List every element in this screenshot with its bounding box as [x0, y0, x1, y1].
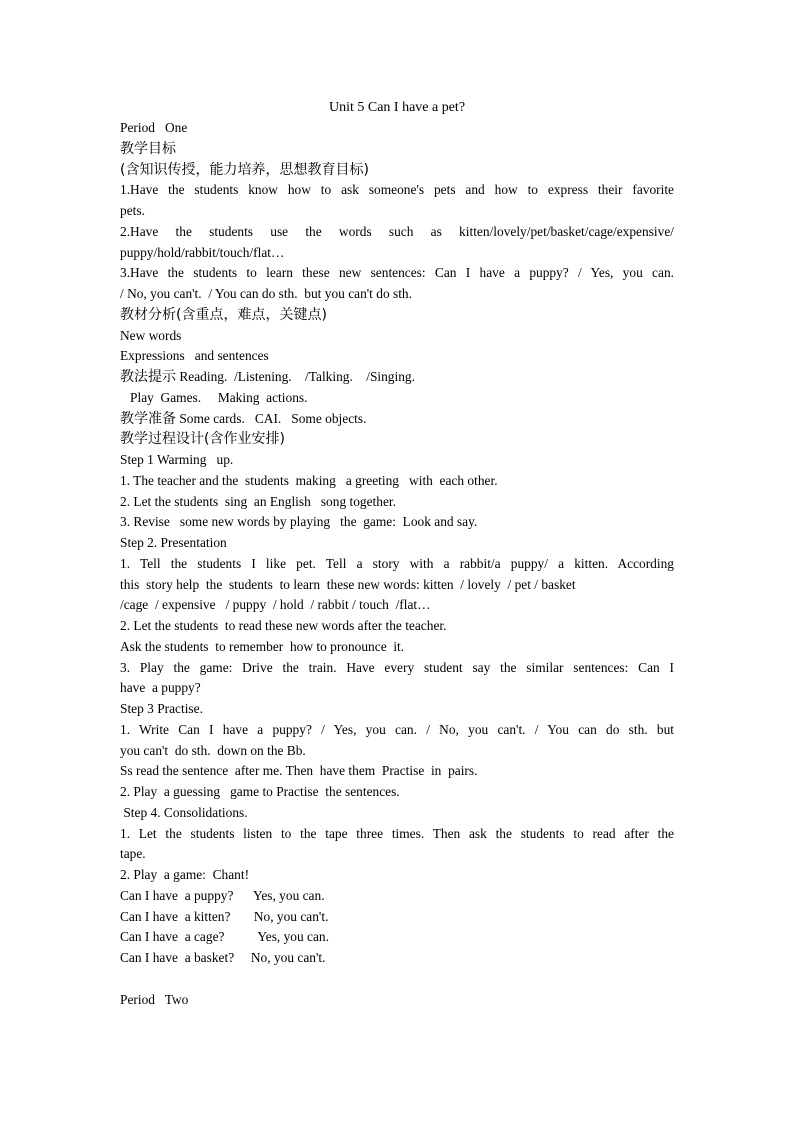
chant-line-4: Can I have a basket? No, you can't. — [120, 950, 326, 965]
step-1-title: Step 1 Warming up. — [120, 452, 234, 467]
prep-line — [120, 409, 674, 430]
step-2-item-1-line-2: this story help the students to learn these new words: kitten / lovely / pet / basket — [120, 576, 576, 592]
step-3-item-1-line-1: 1. Write Can I have a puppy? / Yes, you can. / No, you can't. / You can do sth. but — [120, 721, 674, 737]
analysis-item-expressions: Expressions and sentences — [120, 348, 269, 364]
objective-1-line-2: pets. — [120, 203, 145, 218]
step-4-item-1-line-2: tape. — [120, 846, 146, 862]
methods-label: 教法提示 — [120, 369, 176, 385]
objectives-note: (含知识传授，能力培养，思想教育目标) — [120, 161, 369, 178]
objective-3-line-2: / No, you can't. / You can do sth. but you can't do sth. — [120, 286, 412, 301]
methods-line — [120, 367, 674, 388]
step-2-item-3-line-2: have a puppy? — [120, 680, 201, 696]
methods-line-2: Play Games. Making actions. — [120, 389, 308, 405]
step-4-title: Step 4. Consolidations. — [120, 804, 248, 820]
process-heading: 教学过程设计(含作业安排) — [120, 431, 285, 448]
analysis-heading: 教材分析(含重点，难点，关键点) — [120, 306, 327, 323]
prep-text: Some cards. CAI. Some objects. — [176, 410, 367, 426]
step-2-item-3-line-1: 3. Play the game: Drive the train. Have every student say the similar sentences: Can I — [120, 659, 674, 675]
step-3-item-2: 2. Play a guessing game to Practise the sentences. — [120, 784, 400, 799]
objective-1-line-1: 1.Have the students know how to ask someone's pets and how to express their favorite — [120, 182, 674, 198]
chant-line-2: Can I have a kitten? No, you can't. — [120, 908, 329, 924]
document-body — [120, 118, 674, 1010]
objective-2-line-1: 2.Have the students use the words such as kitten/lovely/pet/basket/cage/expensive/ — [120, 223, 674, 239]
step-1-item-2: 2. Let the students sing an English song together. — [120, 493, 396, 509]
blank-line — [120, 969, 674, 990]
methods-text: Reading. /Listening. /Talking. /Singing. — [176, 369, 415, 384]
step-3-item-1-line-3: Ss read the sentence after me. Then have them Practise in pairs. — [120, 763, 478, 779]
step-2-item-2-line-1: 2. Let the students to read these new words after the teacher. — [120, 618, 447, 633]
step-2-item-2-line-2: Ask the students to remember how to pronounce it. — [120, 638, 405, 654]
prep-label: 教学准备 — [120, 410, 176, 427]
chant-line-3: Can I have a cage? Yes, you can. — [120, 929, 329, 945]
step-4-item-1-line-1: 1. Let the students listen to the tape three times. Then ask the students to read after the — [120, 825, 674, 841]
step-3-title: Step 3 Practise. — [120, 701, 203, 716]
step-1-item-3: 3. Revise some new words by playing the game: Look and say. — [120, 514, 478, 530]
step-2-item-1-line-1: 1. Tell the students I like pet. Tell a story with a rabbit/a puppy/ a kitten. According — [120, 555, 674, 571]
objectives-heading: 教学目标 — [120, 140, 176, 157]
document-title: Unit 5 Can I have a pet? — [328, 100, 466, 115]
period-one-label: Period One — [120, 120, 188, 135]
step-4-item-2: 2. Play a game: Chant! — [120, 867, 250, 882]
step-1-item-1: 1. The teacher and the students making a greeting with each other. — [120, 472, 498, 488]
analysis-item-new-words: New words — [120, 327, 182, 343]
period-two-label: Period Two — [120, 991, 189, 1007]
objective-2-line-2: puppy/hold/rabbit/touch/flat… — [120, 244, 285, 260]
step-2-title: Step 2. Presentation — [120, 535, 227, 550]
objective-3-line-1: 3.Have the students to learn these new sentences: Can I have a puppy? / Yes, you can. — [120, 265, 674, 281]
step-2-item-1-line-3: /cage / expensive / puppy / hold / rabbit / touch /flat… — [120, 597, 431, 613]
chant-line-1: Can I have a puppy? Yes, you can. — [120, 887, 325, 903]
step-3-item-1-line-2: you can't do sth. down on the Bb. — [120, 742, 306, 758]
